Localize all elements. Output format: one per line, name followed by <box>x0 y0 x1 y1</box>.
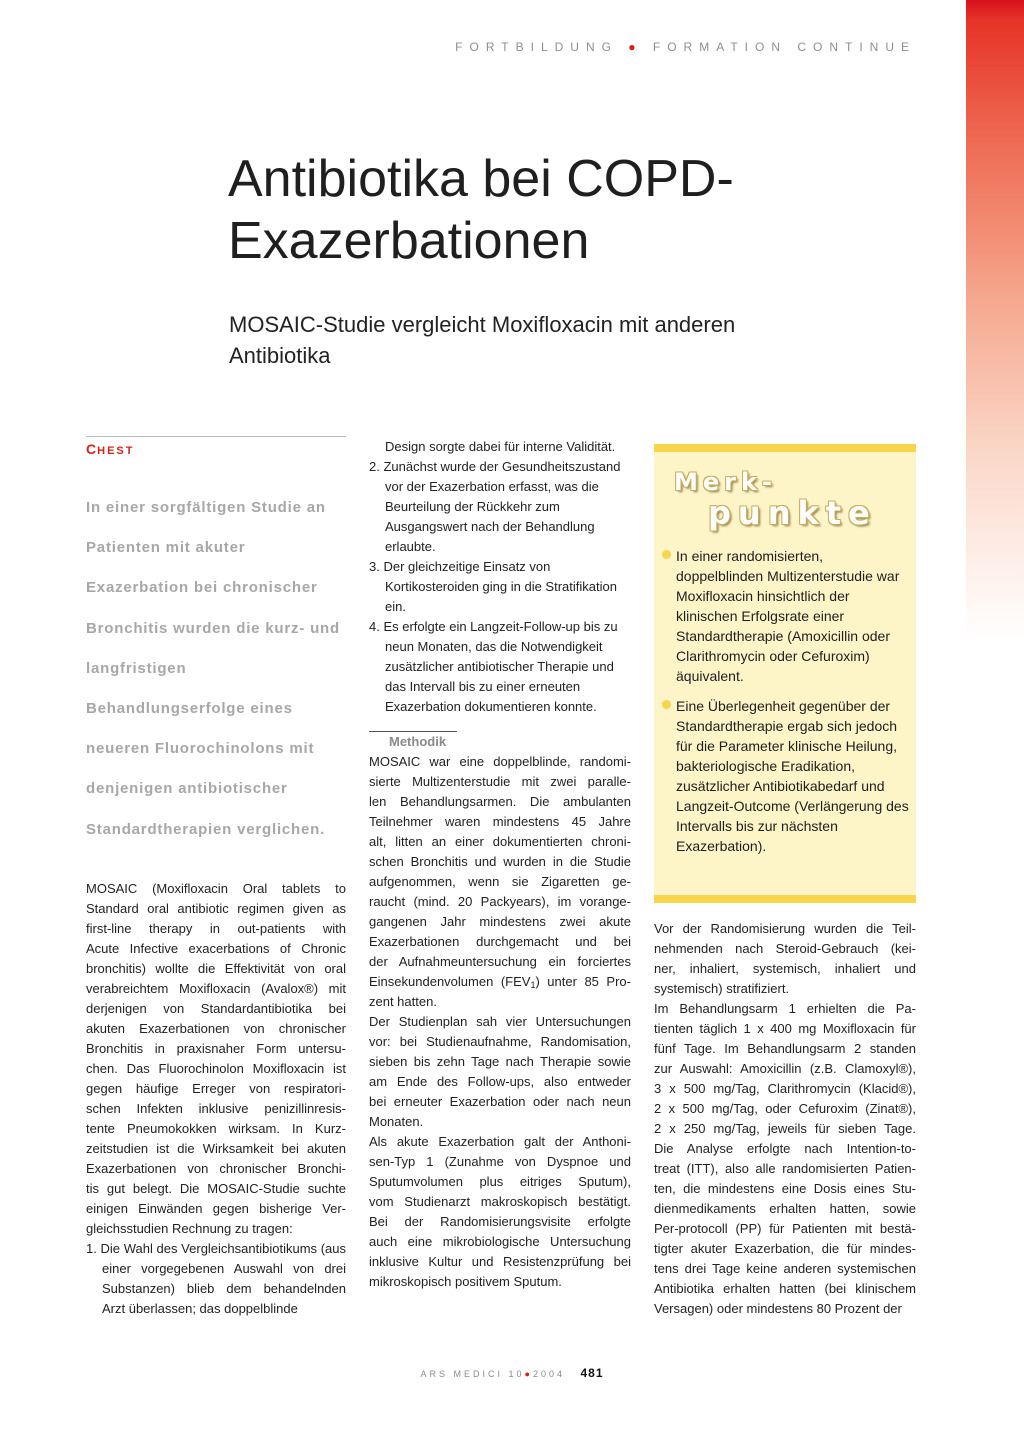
text-line: ten, die mindestens eine Dosis eines Stu- <box>654 1181 916 1196</box>
text-line: tente Pneumokokken wirksam. In Kurz- <box>86 1121 346 1136</box>
list-item-1: 1. Die Wahl des Vergleichsantibiotikums (aus einer vorgegebenen Auswahl von drei Substanzen) blieb dem behandelnden Arzt überlassen; das doppelblinde <box>86 1241 346 1316</box>
text-line: Im Behandlungsarm 1 erhielten die Pa- <box>654 1001 916 1016</box>
text-line: dienmedikaments erhalten hatten, sowie <box>654 1201 916 1216</box>
text-line: inklusive Kultur und Resistenzprüfung bei <box>369 1254 631 1269</box>
methodik-end-line: zent hatten. <box>369 994 437 1009</box>
text-line: Standard oral antibiotic regimen given as <box>86 901 346 916</box>
page-footer <box>0 1366 1024 1380</box>
header-right-label: FORMATION CONTINUE <box>652 40 916 54</box>
text-line: fünf Tage. Im Behandlungsarm 2 standen <box>654 1041 916 1056</box>
column-1-body <box>86 879 346 1319</box>
text-line: MOSAIC (Moxifloxacin Oral tablets to <box>86 881 346 896</box>
subtitle-line-2: Antibiotika <box>229 343 331 368</box>
text-line: zur Auswahl: Amoxicillin (z.B. Clamoxyl®), <box>654 1061 916 1076</box>
footer-year: 2004 <box>532 1369 565 1379</box>
text-line: bronchitis) wollte die Effektivität von oral <box>86 961 346 976</box>
text-line: nehmenden nach Steroid-Gebrauch (kei- <box>654 941 916 956</box>
text-line: tienten täglich 1 x 400 mg Moxifloxacin für <box>654 1021 916 1036</box>
header-left-label: FORTBILDUNG <box>455 40 618 54</box>
list-item-1-continued: Design sorgte dabei für interne Validität. <box>385 439 616 454</box>
text-line: Per-protocoll (PP) für Patienten mit bestä- <box>654 1221 916 1236</box>
merkpunkte-item-text: Eine Überlegenheit gegenüber der Standardtherapie ergab sich jedoch für die Parameter klinische Heilung, bakteriologische Eradikation, zusätzlicher Antibiotikabedarf und Langzeit-Outcome (Verlängerung des Intervalls bis zur nächsten Exazerbation). <box>676 698 909 854</box>
text-line: bei erneuter Exazerbation oder nach neun <box>369 1094 631 1109</box>
text-line: sen-Typ 1 (Zunahme von Dyspnoe und <box>369 1154 631 1169</box>
text-line: einigen Einwänden gegen bisherige Ver- <box>86 1201 346 1216</box>
text-line: zeitstudien ist die Wirksamkeit bei akuten <box>86 1141 346 1156</box>
text-line: tigter akuter Exazerbation, die für mindes- <box>654 1241 916 1256</box>
text-line: gangenen Jahr mindestens zwei akute <box>369 914 631 929</box>
column-3-body <box>654 919 916 1319</box>
text-line: ner, inhaliert, systemisch, inhaliert und <box>654 961 916 976</box>
text-line: Acute Infective exacerbations of Chronic <box>86 941 346 956</box>
subtitle-line-1: MOSAIC-Studie vergleicht Moxifloxacin mit anderen <box>229 312 736 337</box>
text-line: am Ende des Follow-ups, also entweder <box>369 1074 631 1089</box>
text-line: derjenigen von Standardantibiotika bei <box>86 1001 346 1016</box>
text-line: MOSAIC war eine doppelblinde, randomi- <box>369 754 631 769</box>
text-line: first-line therapy in out-patients with <box>86 921 346 936</box>
text-line: 2 x 250 mg/Tag, jeweils für sieben Tage. <box>654 1121 916 1136</box>
text-line: Die Analyse erfolgte nach Intention-to- <box>654 1141 916 1156</box>
article-title <box>228 148 888 272</box>
text-line: tis gut belegt. Die MOSAIC-Studie suchte <box>86 1181 346 1196</box>
text-line: Sputumvolumen plus eitriges Sputum), <box>369 1174 631 1189</box>
header-separator-dot: ● <box>628 40 643 54</box>
text-line: 3 x 500 mg/Tag, Clarithromycin (Klacid®), <box>654 1081 916 1096</box>
text-line: Versagen) oder mindestens 80 Prozent der <box>654 1301 902 1316</box>
text-line: schen Bronchitis und wurden in die Studie <box>369 854 631 869</box>
fev-subscript: 1 <box>530 980 536 990</box>
text-line: Bronchitis in praxisnaher Form untersu- <box>86 1041 346 1056</box>
merkpunkte-title-line-2: punkte <box>708 494 877 532</box>
column-3-lines <box>654 919 916 1319</box>
text-line: auch eine mikrobiologische Untersuchung <box>369 1234 631 1249</box>
text-line: treat (ITT), also alle randomisierten Patien- <box>654 1161 916 1176</box>
text-line: alt, litten an einer dokumentierten chroni- <box>369 834 631 849</box>
yellow-bullet-icon <box>662 550 671 559</box>
text-line: Als akute Exazerbation galt der Anthoni- <box>369 1134 631 1149</box>
exazerbation-paragraph <box>369 1132 631 1292</box>
merkpunkte-item-text: In einer randomisierten, doppelblinden Multizenterstudie war Moxifloxacin hinsichtlich der klinischen Erfolgsrate einer Standardtherapie (Amoxicillin oder Clarithromycin oder Cefuroxim) äquivalent. <box>676 548 900 684</box>
section-label <box>86 436 346 457</box>
column-2-body <box>369 437 631 1292</box>
decorative-side-stripe <box>966 0 1024 1436</box>
list-item-2: 2. Zunächst wurde der Gesundheitszustand vor der Exazerbation erfasst, was die Beurteilung der Rückkehr zum Ausgangswert nach der Behandlung erlaubte. <box>369 459 621 554</box>
column-1-intro <box>86 879 346 1239</box>
merkpunkte-list <box>662 546 910 866</box>
title-line-2: Exazerbationen <box>228 212 590 270</box>
yellow-bullet-icon <box>662 700 671 709</box>
running-header <box>455 40 916 54</box>
text-line: Exazerbationen durchgemacht und bei <box>369 934 631 949</box>
page-number: 481 <box>580 1366 604 1380</box>
methodik-lines <box>369 752 631 972</box>
text-line: Bei der Randomisierungsvisite erfolgte <box>369 1214 631 1229</box>
text-line: Antibiotika erhalten hatten (bei klinischem <box>654 1281 916 1296</box>
text-line: schen Infekten inklusive penizillinresis- <box>86 1101 346 1116</box>
text-line: vom Studienarzt makroskopisch bestätigt. <box>369 1194 631 1209</box>
list-item-4: 4. Es erfolgte ein Langzeit-Follow-up bis zu neun Monaten, das die Notwendigkeit zusätzlicher antibiotischer Therapie und das Intervall bis zu einer erneuten Exazerbation dokumentieren konnte. <box>369 619 618 714</box>
text-line: chen. Das Fluorochinolon Moxifloxacin ist <box>86 1061 346 1076</box>
list-item-3: 3. Der gleichzeitige Einsatz von Kortikosteroiden ging in die Stratifikation ein. <box>369 559 617 614</box>
footer-journal: ARS MEDICI 10 <box>420 1369 525 1379</box>
text-line: mikroskopisch positivem Sputum. <box>369 1274 562 1289</box>
text-line: len Behandlungsarmen. Die ambulanten <box>369 794 631 809</box>
studienplan-paragraph <box>369 1012 631 1132</box>
fev-text-pre: Einsekundenvolumen (FEV <box>369 974 531 989</box>
fev-text-post: ) unter 85 Pro- <box>535 974 631 989</box>
text-line: gegen häufige Erreger von respiratori- <box>86 1081 346 1096</box>
text-line: Exazerbationen von chronischer Bronchi- <box>86 1161 346 1176</box>
text-line: verabreichtem Moxifloxacin (Avalox®) mit <box>86 981 346 996</box>
section-label-initial: C <box>86 441 98 457</box>
text-line: sierte Multizenterstudie mit zwei paralle- <box>369 774 631 789</box>
text-line: akuten Exazerbationen von chronischer <box>86 1021 346 1036</box>
merkpunkte-box <box>654 444 916 903</box>
text-line: Vor der Randomisierung wurden die Teil- <box>654 921 916 936</box>
text-line: Der Studienplan sah vier Untersuchungen <box>369 1014 631 1029</box>
footer-dot: ● <box>524 1369 533 1379</box>
text-line: sieben bis zehn Tage nach Therapie sowie <box>369 1054 631 1069</box>
text-line: Monaten. <box>369 1114 424 1129</box>
text-line: systemisch) stratifiziert. <box>654 981 790 996</box>
fev-line <box>369 972 631 992</box>
title-line-1: Antibiotika bei COPD- <box>228 150 734 208</box>
methodik-heading: Methodik <box>389 734 447 749</box>
text-line: tens drei Tage keine anderen systemischen <box>654 1261 916 1276</box>
merkpunkte-item <box>662 696 910 856</box>
merkpunkte-item <box>662 546 910 686</box>
text-line: 2 x 500 mg/Tag, oder Cefuroxim (Zinat®), <box>654 1101 916 1116</box>
text-line: gleichsstudien Rechnung zu tragen: <box>86 1221 293 1236</box>
merkpunkte-title-line-1: Merk- <box>674 468 777 496</box>
text-line: raucht (mind. 20 Packyears), im vorange- <box>369 894 631 909</box>
section-label-rest: HEST <box>97 445 135 457</box>
lead-paragraph: In einer sorgfältigen Studie an Patienten mit akuter Exazerbation bei chronischer Bronchitis wurden die kurz- und langfristigen Behandlungserfolge eines neueren Fluorochinolons mit denjenigen antibiotischer Standardtherapien verglichen. <box>86 499 340 838</box>
text-line: Teilnehmer waren mindestens 45 Jahre <box>369 814 631 829</box>
methodik-paragraph <box>369 752 631 1292</box>
text-line: vor: bei Studienaufnahme, Randomisation, <box>369 1034 631 1049</box>
article-subtitle <box>229 309 889 371</box>
text-line: aufgenommen, wenn sie Zigaretten ge- <box>369 874 631 889</box>
text-line: der Aufnahmeuntersuchung ein forciertes <box>369 954 631 969</box>
